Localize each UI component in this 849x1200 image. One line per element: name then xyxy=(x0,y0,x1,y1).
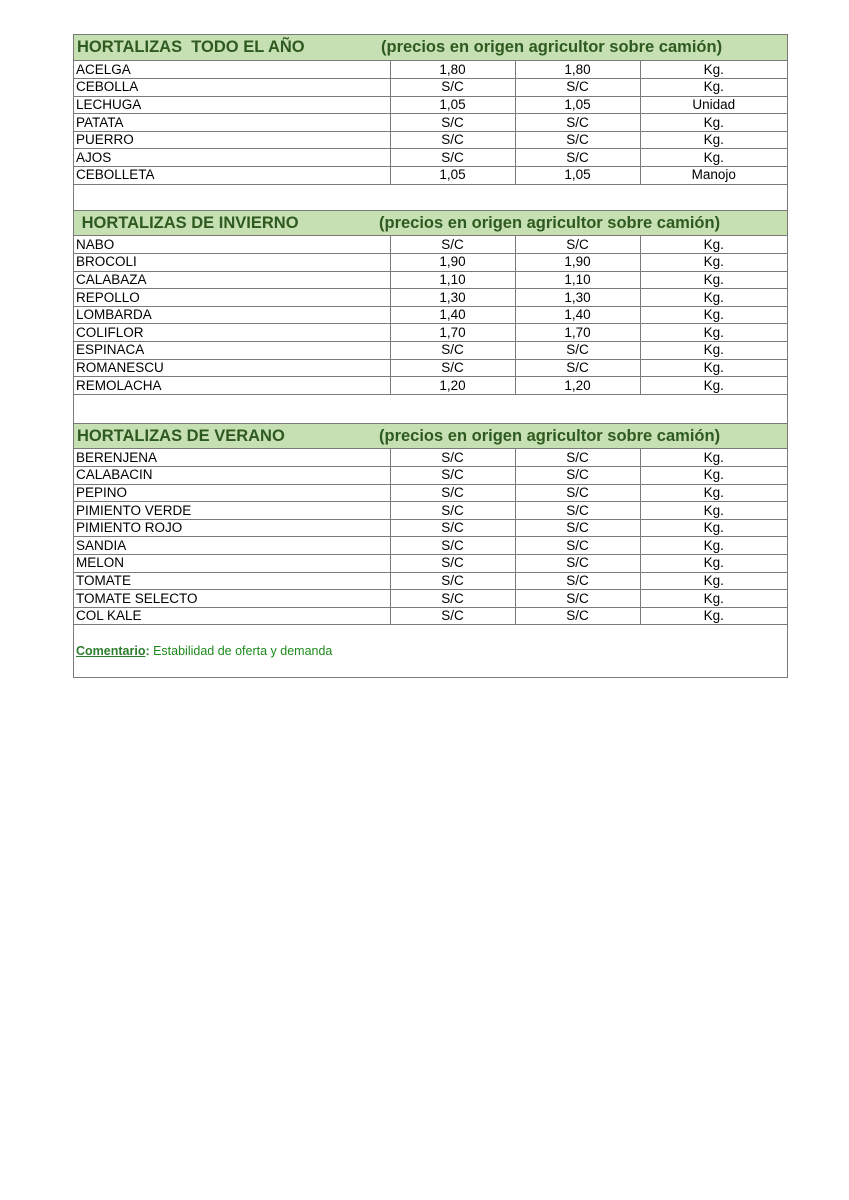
price-max-cell: 1,10 xyxy=(515,271,640,289)
table-row xyxy=(74,467,787,485)
price-max-cell: 1,05 xyxy=(515,167,640,185)
product-name-cell: ACELGA xyxy=(74,61,390,79)
unit-cell: Kg. xyxy=(640,131,787,149)
section-note: (precios en origen agricultor sobre camión) xyxy=(379,214,721,232)
unit-cell: Kg. xyxy=(640,377,787,395)
table-row xyxy=(74,236,787,254)
price-min-cell: 1,40 xyxy=(390,306,515,324)
table-row xyxy=(74,537,787,555)
unit-cell: Kg. xyxy=(640,537,787,555)
unit-cell: Manojo xyxy=(640,167,787,185)
price-min-cell: S/C xyxy=(390,537,515,555)
table-row xyxy=(74,79,787,97)
table-row xyxy=(74,96,787,114)
product-name-cell: PIMIENTO VERDE xyxy=(74,502,390,520)
product-name-cell: REPOLLO xyxy=(74,289,390,307)
product-name-cell: CALABACIN xyxy=(74,467,390,485)
unit-cell: Kg. xyxy=(640,289,787,307)
price-max-cell: 1,90 xyxy=(515,254,640,272)
unit-cell: Kg. xyxy=(640,342,787,360)
price-max-cell: S/C xyxy=(515,555,640,573)
unit-cell: Kg. xyxy=(640,467,787,485)
unit-cell: Kg. xyxy=(640,449,787,467)
product-name-cell: PATATA xyxy=(74,114,390,132)
table-row xyxy=(74,289,787,307)
product-name-cell: LOMBARDA xyxy=(74,306,390,324)
price-max-cell: 1,40 xyxy=(515,306,640,324)
unit-cell: Kg. xyxy=(640,324,787,342)
product-name-cell: CEBOLLETA xyxy=(74,167,390,185)
price-max-cell: 1,20 xyxy=(515,377,640,395)
price-min-cell: S/C xyxy=(390,590,515,608)
table-row xyxy=(74,555,787,573)
unit-cell: Kg. xyxy=(640,79,787,97)
price-min-cell: 1,70 xyxy=(390,324,515,342)
unit-cell: Kg. xyxy=(640,271,787,289)
product-name-cell: LECHUGA xyxy=(74,96,390,114)
price-min-cell: S/C xyxy=(390,572,515,590)
product-name-cell: AJOS xyxy=(74,149,390,167)
table-row xyxy=(74,254,787,272)
price-table-invierno xyxy=(74,236,787,395)
unit-cell: Kg. xyxy=(640,61,787,79)
table-row xyxy=(74,484,787,502)
price-min-cell: S/C xyxy=(390,114,515,132)
section-header-invierno xyxy=(74,210,787,236)
section-header-todo-el-ano xyxy=(74,35,787,61)
product-name-cell: SANDIA xyxy=(74,537,390,555)
price-max-cell: 1,70 xyxy=(515,324,640,342)
table-row xyxy=(74,114,787,132)
unit-cell: Kg. xyxy=(640,607,787,625)
section-title: HORTALIZAS TODO EL AÑO xyxy=(77,38,305,56)
product-name-cell: PIMIENTO ROJO xyxy=(74,519,390,537)
price-min-cell: 1,20 xyxy=(390,377,515,395)
table-row xyxy=(74,572,787,590)
product-name-cell: MELON xyxy=(74,555,390,573)
price-min-cell: 1,10 xyxy=(390,271,515,289)
section-note: (precios en origen agricultor sobre camión) xyxy=(381,38,723,56)
unit-cell: Kg. xyxy=(640,306,787,324)
price-min-cell: S/C xyxy=(390,607,515,625)
product-name-cell: BERENJENA xyxy=(74,449,390,467)
product-name-cell: COL KALE xyxy=(74,607,390,625)
price-table-todo-el-ano xyxy=(74,61,787,185)
price-max-cell: S/C xyxy=(515,149,640,167)
product-name-cell: REMOLACHA xyxy=(74,377,390,395)
price-table-verano xyxy=(74,449,787,625)
table-row xyxy=(74,377,787,395)
table-row xyxy=(74,131,787,149)
table-row xyxy=(74,607,787,625)
price-min-cell: S/C xyxy=(390,236,515,254)
price-min-cell: S/C xyxy=(390,467,515,485)
price-max-cell: S/C xyxy=(515,359,640,377)
product-name-cell: NABO xyxy=(74,236,390,254)
price-min-cell: S/C xyxy=(390,449,515,467)
unit-cell: Unidad xyxy=(640,96,787,114)
price-sheet xyxy=(73,34,788,678)
price-min-cell: S/C xyxy=(390,502,515,520)
table-row xyxy=(74,167,787,185)
price-min-cell: 1,30 xyxy=(390,289,515,307)
product-name-cell: CALABAZA xyxy=(74,271,390,289)
price-max-cell: S/C xyxy=(515,449,640,467)
unit-cell: Kg. xyxy=(640,572,787,590)
price-max-cell: S/C xyxy=(515,131,640,149)
price-max-cell: S/C xyxy=(515,342,640,360)
price-min-cell: S/C xyxy=(390,484,515,502)
product-name-cell: COLIFLOR xyxy=(74,324,390,342)
table-row xyxy=(74,342,787,360)
unit-cell: Kg. xyxy=(640,555,787,573)
unit-cell: Kg. xyxy=(640,502,787,520)
price-min-cell: S/C xyxy=(390,359,515,377)
price-max-cell: 1,05 xyxy=(515,96,640,114)
unit-cell: Kg. xyxy=(640,236,787,254)
table-row xyxy=(74,519,787,537)
product-name-cell: ESPINACA xyxy=(74,342,390,360)
price-min-cell: S/C xyxy=(390,149,515,167)
product-name-cell: ROMANESCU xyxy=(74,359,390,377)
comment xyxy=(76,644,332,658)
price-min-cell: S/C xyxy=(390,131,515,149)
price-min-cell: S/C xyxy=(390,342,515,360)
section-title: HORTALIZAS DE VERANO xyxy=(77,427,285,445)
price-max-cell: S/C xyxy=(515,114,640,132)
table-row xyxy=(74,271,787,289)
table-row xyxy=(74,149,787,167)
table-row xyxy=(74,306,787,324)
unit-cell: Kg. xyxy=(640,114,787,132)
price-min-cell: 1,90 xyxy=(390,254,515,272)
price-max-cell: S/C xyxy=(515,484,640,502)
unit-cell: Kg. xyxy=(640,484,787,502)
product-name-cell: PUERRO xyxy=(74,131,390,149)
price-max-cell: S/C xyxy=(515,467,640,485)
price-max-cell: S/C xyxy=(515,607,640,625)
price-max-cell: S/C xyxy=(515,590,640,608)
price-min-cell: S/C xyxy=(390,519,515,537)
table-row xyxy=(74,359,787,377)
unit-cell: Kg. xyxy=(640,519,787,537)
section-note: (precios en origen agricultor sobre camión) xyxy=(379,427,721,445)
price-max-cell: S/C xyxy=(515,537,640,555)
table-row xyxy=(74,324,787,342)
price-max-cell: S/C xyxy=(515,519,640,537)
unit-cell: Kg. xyxy=(640,149,787,167)
price-min-cell: S/C xyxy=(390,555,515,573)
price-max-cell: 1,80 xyxy=(515,61,640,79)
section-header-verano xyxy=(74,423,787,449)
price-max-cell: 1,30 xyxy=(515,289,640,307)
price-max-cell: S/C xyxy=(515,572,640,590)
unit-cell: Kg. xyxy=(640,359,787,377)
product-name-cell: TOMATE SELECTO xyxy=(74,590,390,608)
price-min-cell: 1,80 xyxy=(390,61,515,79)
table-row xyxy=(74,502,787,520)
comment-text: Estabilidad de oferta y demanda xyxy=(153,644,333,658)
price-min-cell: 1,05 xyxy=(390,167,515,185)
comment-label: Comentario xyxy=(76,644,146,658)
unit-cell: Kg. xyxy=(640,254,787,272)
product-name-cell: CEBOLLA xyxy=(74,79,390,97)
price-min-cell: S/C xyxy=(390,79,515,97)
product-name-cell: BROCOLI xyxy=(74,254,390,272)
price-min-cell: 1,05 xyxy=(390,96,515,114)
table-row xyxy=(74,449,787,467)
table-row xyxy=(74,61,787,79)
unit-cell: Kg. xyxy=(640,590,787,608)
comment-separator: : xyxy=(145,644,154,658)
section-title: HORTALIZAS DE INVIERNO xyxy=(77,214,299,232)
price-max-cell: S/C xyxy=(515,236,640,254)
price-max-cell: S/C xyxy=(515,79,640,97)
product-name-cell: TOMATE xyxy=(74,572,390,590)
product-name-cell: PEPINO xyxy=(74,484,390,502)
price-max-cell: S/C xyxy=(515,502,640,520)
table-row xyxy=(74,590,787,608)
